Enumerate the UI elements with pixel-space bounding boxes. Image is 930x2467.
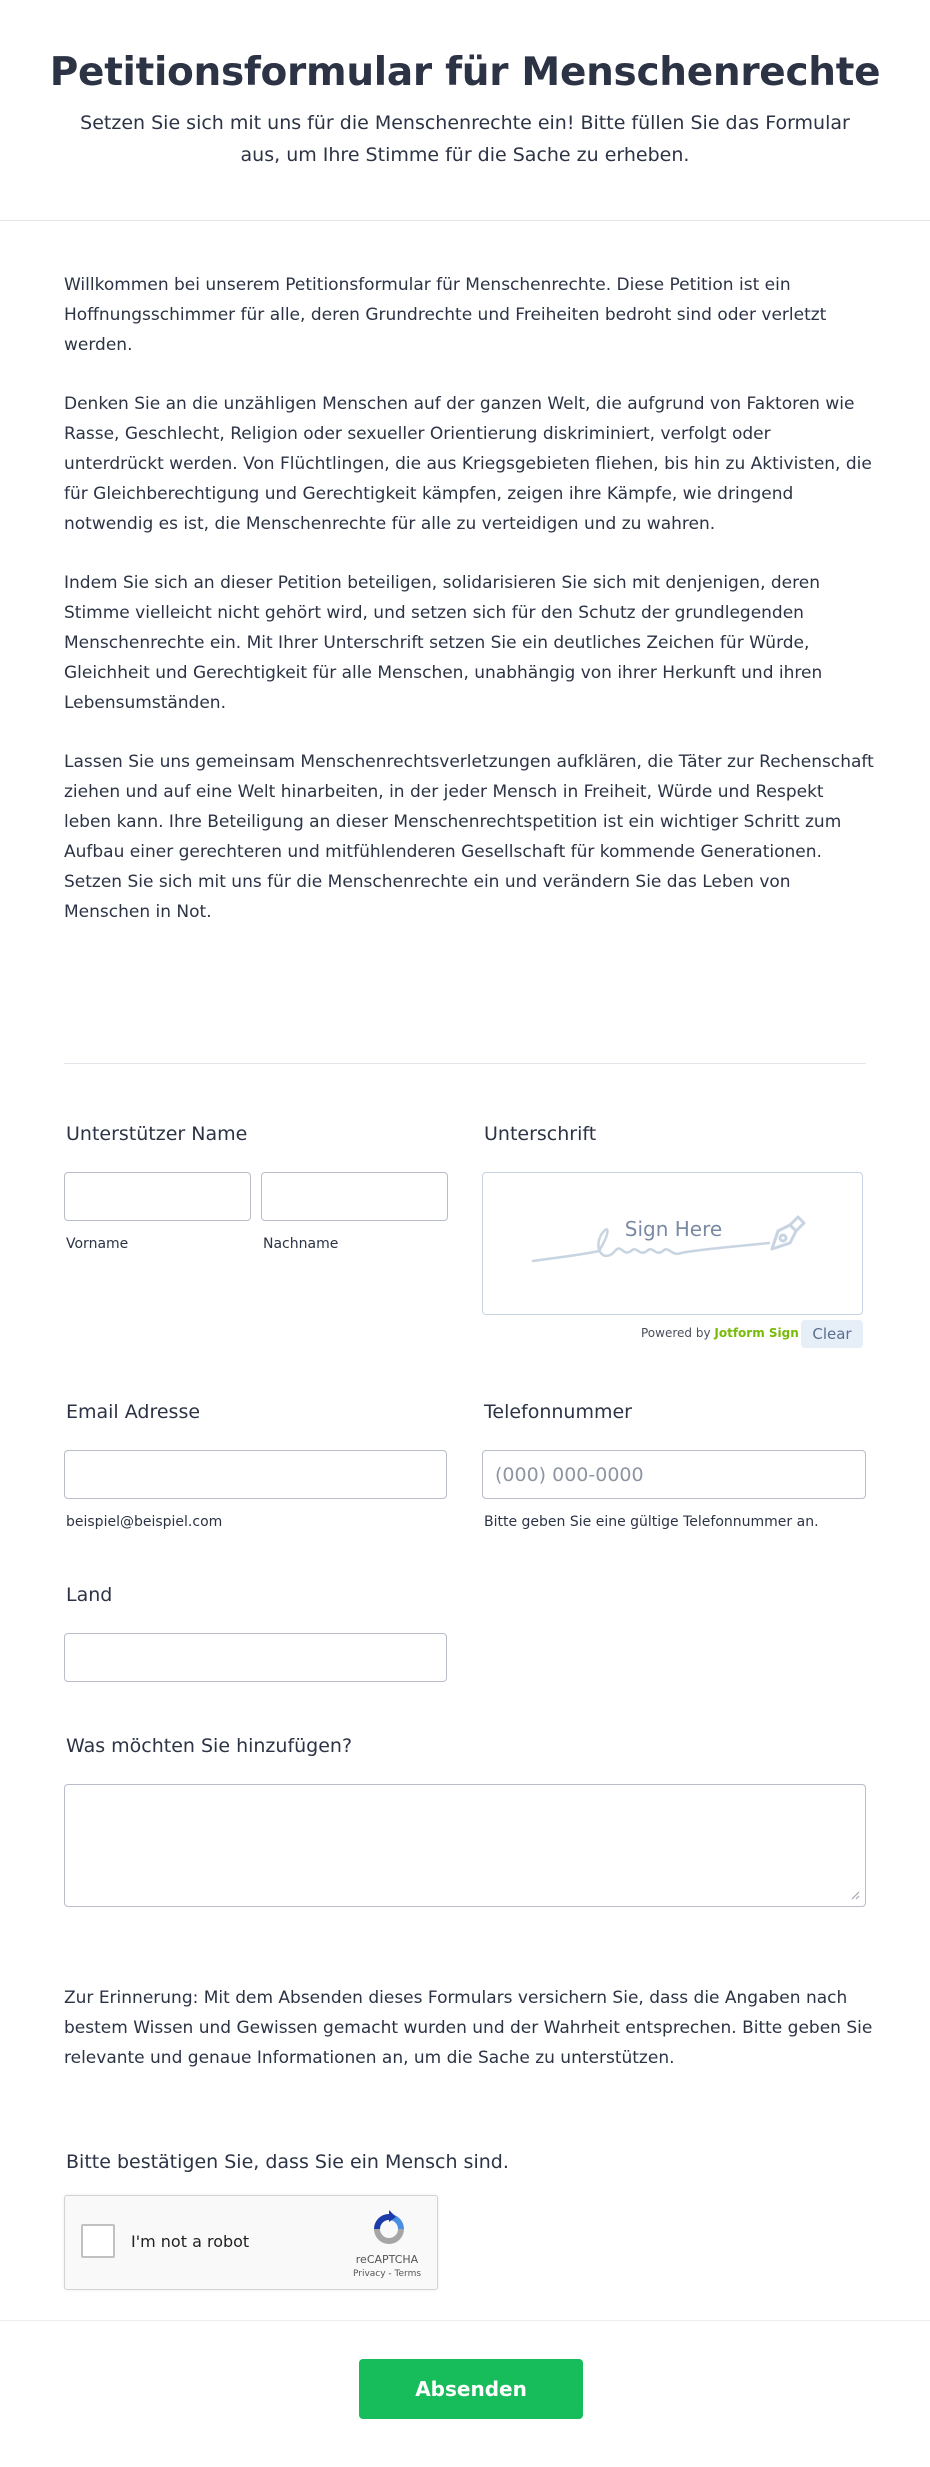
comments-label: Was möchten Sie hinzufügen? — [66, 1735, 353, 1757]
powered-by — [641, 1326, 799, 1340]
intro-paragraph: Indem Sie sich an dieser Petition beteiligen, solidarisieren Sie sich mit denjenigen, deren Stimme vielleicht nicht gehört wird, und setzen sich für den Schutz der grundlegenden Menschenrechte ein. Mit Ihrer Unterschrift setzen Sie ein deutliches Zeichen für Würde, Gleichheit und Gerechtigkeit für alle Menschen, unabhängig von ihrer Herkunft und ihren Lebensumständen. — [64, 573, 823, 713]
recaptcha-brand: reCAPTCHA — [355, 2253, 419, 2266]
recaptcha-checkbox[interactable] — [81, 2224, 115, 2258]
resize-handle-icon[interactable] — [850, 1890, 860, 1900]
signature-label: Unterschrift — [484, 1123, 597, 1145]
powered-prefix: Powered by — [641, 1326, 711, 1340]
intro-paragraph: Willkommen bei unserem Petitionsformular für Menschenrechte. Diese Petition ist ein Hoffnungsschimmer für alle, deren Grundrechte und Freiheiten bedroht sind oder verletzt werden. — [64, 275, 827, 355]
intro-paragraph: Lassen Sie uns gemeinsam Menschenrechtsverletzungen aufklären, die Täter zur Rechenschaft ziehen und auf eine Welt hinarbeiten, in der jeder Mensch in Freiheit, Würde und Respekt leben kann. Ihre Beteiligung an dieser Menschenrechtspetition ist ein wichtiger Schritt zum Aufbau einer gerechteren und mitfühlenderen Gesellschaft für kommende Generationen. Setzen Sie sich mit uns für die Menschenrechte ein und verändern Sie das Leben von Menschen in Not. — [64, 752, 874, 922]
form-header — [0, 0, 930, 221]
country-input[interactable] — [64, 1633, 447, 1682]
first-name-sublabel: Vorname — [66, 1236, 129, 1252]
email-input[interactable] — [64, 1450, 447, 1499]
recaptcha-links[interactable]: Privacy - Terms — [352, 2269, 422, 2279]
captcha-label: Bitte bestätigen Sie, dass Sie ein Mensch sind. — [66, 2151, 509, 2173]
section-divider — [64, 1063, 866, 1064]
submit-button[interactable]: Absenden — [359, 2359, 583, 2419]
country-label: Land — [66, 1584, 113, 1606]
jotform-sign-brand: Jotform Sign — [714, 1326, 799, 1340]
recaptcha-checkbox-label: I'm not a robot — [131, 2232, 250, 2251]
intro-paragraph: Denken Sie an die unzähligen Menschen auf der ganzen Welt, die aufgrund von Faktoren wie Rasse, Geschlecht, Religion oder sexueller Orientierung diskriminiert, verfolgt oder unterdrückt werden. Von Flüchtlingen, die aus Kriegsgebieten fliehen, bis hin zu Aktivisten, die für Gleichberechtigung und Gerechtigkeit kämpfen, zeigen ihre Kämpfe, wie dringend notwendig es ist, die Menschenrechte für alle zu verteidigen und zu wahren. — [64, 394, 872, 534]
clear-signature-button[interactable]: Clear — [801, 1320, 863, 1348]
last-name-sublabel: Nachname — [263, 1236, 339, 1252]
recaptcha-logo-icon — [370, 2210, 408, 2248]
reminder-note: Zur Erinnerung: Mit dem Absenden dieses Formulars versichern Sie, dass die Angaben nach bestem Wissen und Gewissen gemacht wurden und der Wahrheit entsprechen. Bitte geben Sie relevante und genaue Informationen an, um die Sache zu unterstützen. — [64, 1988, 873, 2068]
signature-placeholder: Sign Here — [624, 1217, 723, 1241]
phone-label: Telefonnummer — [484, 1401, 632, 1423]
intro-text — [64, 270, 874, 956]
comments-textarea[interactable] — [64, 1784, 866, 1907]
page-title: Petitionsformular für Menschenrechte — [49, 50, 881, 95]
signature-pad[interactable] — [482, 1172, 863, 1315]
name-label: Unterstützer Name — [66, 1123, 248, 1145]
recaptcha-widget — [64, 2195, 438, 2290]
last-name-input[interactable] — [261, 1172, 448, 1221]
phone-sublabel: Bitte geben Sie eine gültige Telefonnummer an. — [484, 1514, 819, 1530]
phone-input[interactable] — [482, 1450, 866, 1499]
first-name-input[interactable] — [64, 1172, 251, 1221]
footer-divider — [0, 2320, 930, 2321]
email-sublabel: beispiel@beispiel.com — [66, 1514, 223, 1530]
page-subtitle: Setzen Sie sich mit uns für die Menschenrechte ein! Bitte füllen Sie das Formular aus, um Ihre Stimme für die Sache zu erheben. — [80, 112, 850, 166]
email-label: Email Adresse — [66, 1401, 201, 1423]
